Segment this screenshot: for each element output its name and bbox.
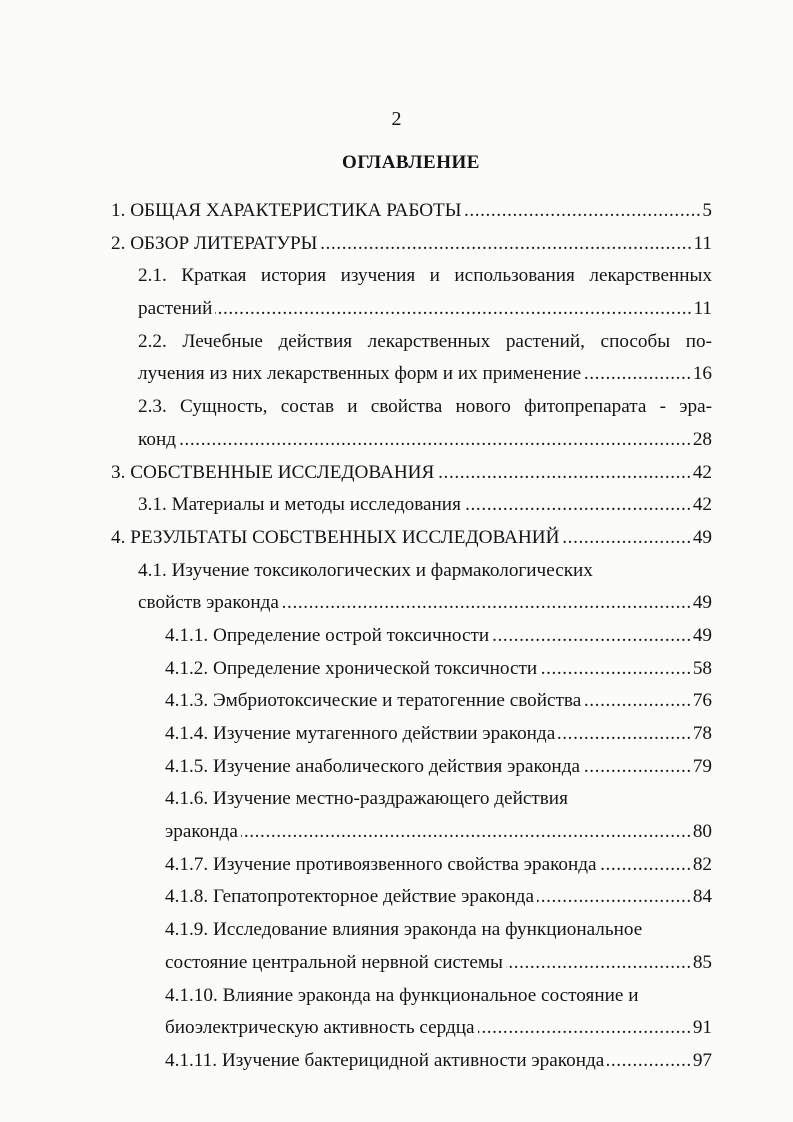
toc-entry-text: растений	[138, 298, 213, 320]
page-number: 2	[391, 108, 402, 130]
toc-entry-text: 4.1.10. Влияние эраконда на функциональное состояние и	[165, 984, 639, 1006]
toc-entry-text: 2. ОБЗОР ЛИТЕРАТУРЫ	[111, 232, 318, 254]
toc-page-number: 84	[692, 886, 712, 908]
toc-entry-line	[0, 685, 712, 718]
toc-entry-line-continued	[0, 391, 712, 424]
dot-leader	[241, 816, 692, 849]
dot-leader	[558, 718, 692, 751]
toc-page-number: 85	[692, 951, 712, 973]
toc-entry-text: 4.1.11. Изучение бактерицидной активности эраконда	[165, 1049, 605, 1071]
toc-entry-line	[0, 489, 712, 522]
toc-entry-line	[0, 849, 712, 882]
table-of-contents	[0, 195, 793, 1078]
dot-leader	[584, 358, 692, 391]
toc-entry-text: 4.1. Изучение токсикологических и фармакологических	[138, 559, 593, 581]
dot-leader	[537, 881, 692, 914]
toc-page-number: 49	[692, 592, 712, 614]
toc-entry	[0, 685, 793, 718]
toc-page-number: 82	[692, 853, 712, 875]
toc-entry	[0, 489, 793, 522]
dot-leader	[179, 424, 692, 457]
toc-page-number: 42	[692, 494, 712, 516]
toc-entry	[0, 1045, 793, 1078]
toc-entry-text: 3.1. Материалы и методы исследования	[138, 494, 461, 516]
toc-entry-text: 4.1.8. Гепатопротекторное действие эраконда	[165, 886, 534, 908]
toc-page-number: 58	[692, 657, 712, 679]
toc-entry-line-continued	[0, 555, 712, 588]
toc-entry-line	[0, 358, 712, 391]
toc-entry	[0, 881, 793, 914]
toc-entry-text: конд	[138, 428, 176, 450]
toc-entry-text: 4. РЕЗУЛЬТАТЫ СОБСТВЕННЫХ ИССЛЕДОВАНИЙ	[111, 526, 560, 548]
dot-leader	[600, 849, 692, 882]
toc-entry-text: состояние центральной нервной системы	[165, 951, 503, 973]
dot-leader	[478, 1012, 692, 1045]
toc-entry-line	[0, 947, 712, 980]
toc-entry-line-continued	[0, 914, 712, 947]
toc-entry-text: эраконда	[165, 821, 238, 843]
toc-entry	[0, 228, 793, 261]
toc-entry	[0, 457, 793, 490]
dot-leader	[437, 457, 691, 490]
toc-page-number: 91	[692, 1017, 712, 1039]
toc-page-number: 11	[693, 232, 712, 254]
toc-page-number: 11	[693, 298, 712, 320]
toc-entry	[0, 849, 793, 882]
toc-entry	[0, 718, 793, 751]
toc-page-number: 79	[692, 755, 712, 777]
toc-page-number: 76	[692, 690, 712, 712]
toc-entry-text: 3. СОБСТВЕННЫЕ ИССЛЕДОВАНИЯ	[111, 461, 435, 483]
toc-entry-line-continued	[0, 326, 712, 359]
toc-entry-line	[0, 751, 712, 784]
dot-leader	[464, 489, 692, 522]
toc-entry-text: 4.1.4. Изучение мутагенного действии эраконда	[165, 723, 556, 744]
toc-entry-line-continued	[0, 260, 712, 293]
toc-page-number: 16	[692, 363, 712, 385]
toc-entry-line-continued	[0, 783, 712, 816]
toc-entry-text: 4.1.5. Изучение анаболического действия эраконда	[165, 755, 580, 777]
toc-entry-text: 2.3. Сущность, состав и свойства нового фитопрепарата - эра-	[138, 396, 712, 418]
toc-entry-line	[0, 457, 712, 490]
toc-entry-text: 1. ОБЩАЯ ХАРАКТЕРИСТИКА РАБОТЫ	[111, 200, 462, 221]
toc-entry	[0, 751, 793, 784]
toc-page-number: 5	[702, 200, 712, 221]
toc-page-number: 28	[692, 428, 712, 450]
toc-entry	[0, 914, 793, 979]
toc-entry-text: лучения из них лекарственных форм и их применение	[138, 363, 582, 385]
dot-leader	[607, 1045, 692, 1078]
toc-entry-text: 4.1.6. Изучение местно-раздражающего действия	[165, 788, 568, 810]
toc-page-number: 49	[692, 624, 712, 646]
toc-entry-line-continued	[0, 980, 712, 1013]
toc-entry	[0, 391, 793, 456]
dot-leader	[562, 522, 691, 555]
toc-entry	[0, 522, 793, 555]
dot-leader	[320, 228, 692, 261]
toc-entry-text: 2.1. Краткая история изучения и использования лекарственных	[138, 265, 712, 287]
toc-entry-line	[0, 881, 712, 914]
dot-leader	[465, 195, 702, 228]
toc-entry	[0, 783, 793, 848]
toc-page-number: 78	[692, 723, 712, 744]
toc-entry	[0, 260, 793, 325]
toc-entry-line	[0, 718, 712, 751]
dot-leader	[282, 587, 692, 620]
toc-entry-line	[0, 587, 712, 620]
toc-title: ОГЛАВЛЕНИЕ	[342, 152, 480, 173]
dot-leader	[584, 685, 692, 718]
toc-entry-line	[0, 195, 712, 228]
toc-entry	[0, 326, 793, 391]
toc-entry-text: 4.1.9. Исследование влияния эраконда на функциональное	[165, 919, 643, 941]
toc-entry-text: свойств эраконда	[138, 592, 279, 614]
toc-entry-line	[0, 653, 712, 686]
toc-entry-line	[0, 1012, 712, 1045]
dot-leader	[540, 653, 692, 686]
toc-entry-line	[0, 293, 712, 326]
toc-entry	[0, 620, 793, 653]
toc-entry-line	[0, 816, 712, 849]
toc-page-number: 80	[692, 821, 712, 843]
toc-entry-line	[0, 228, 712, 261]
toc-entry-line	[0, 620, 712, 653]
toc-page-number: 42	[692, 461, 712, 483]
toc-entry-text: 4.1.2. Определение хронической токсичности	[165, 657, 538, 679]
toc-entry	[0, 980, 793, 1045]
dot-leader	[506, 947, 692, 980]
toc-entry-line	[0, 424, 712, 457]
toc-entry-text: 2.2. Лечебные действия лекарственных растений, способы по-	[138, 330, 712, 352]
toc-entry-line	[0, 1045, 712, 1078]
dot-leader	[492, 620, 692, 653]
toc-entry-text: 4.1.3. Эмбриотоксические и тератогенние свойства	[165, 690, 582, 712]
toc-entry	[0, 195, 793, 228]
dot-leader	[583, 751, 692, 784]
toc-entry-text: биоэлектрическую активность сердца	[165, 1017, 475, 1039]
toc-entry-text: 4.1.1. Определение острой токсичности	[165, 624, 490, 646]
toc-entry-text: 4.1.7. Изучение противоязвенного свойства эраконда	[165, 853, 597, 875]
toc-page-number: 49	[692, 526, 712, 548]
toc-entry	[0, 555, 793, 620]
toc-entry-line	[0, 522, 712, 555]
dot-leader	[215, 293, 692, 326]
toc-page-number: 97	[692, 1049, 712, 1071]
toc-entry	[0, 653, 793, 686]
